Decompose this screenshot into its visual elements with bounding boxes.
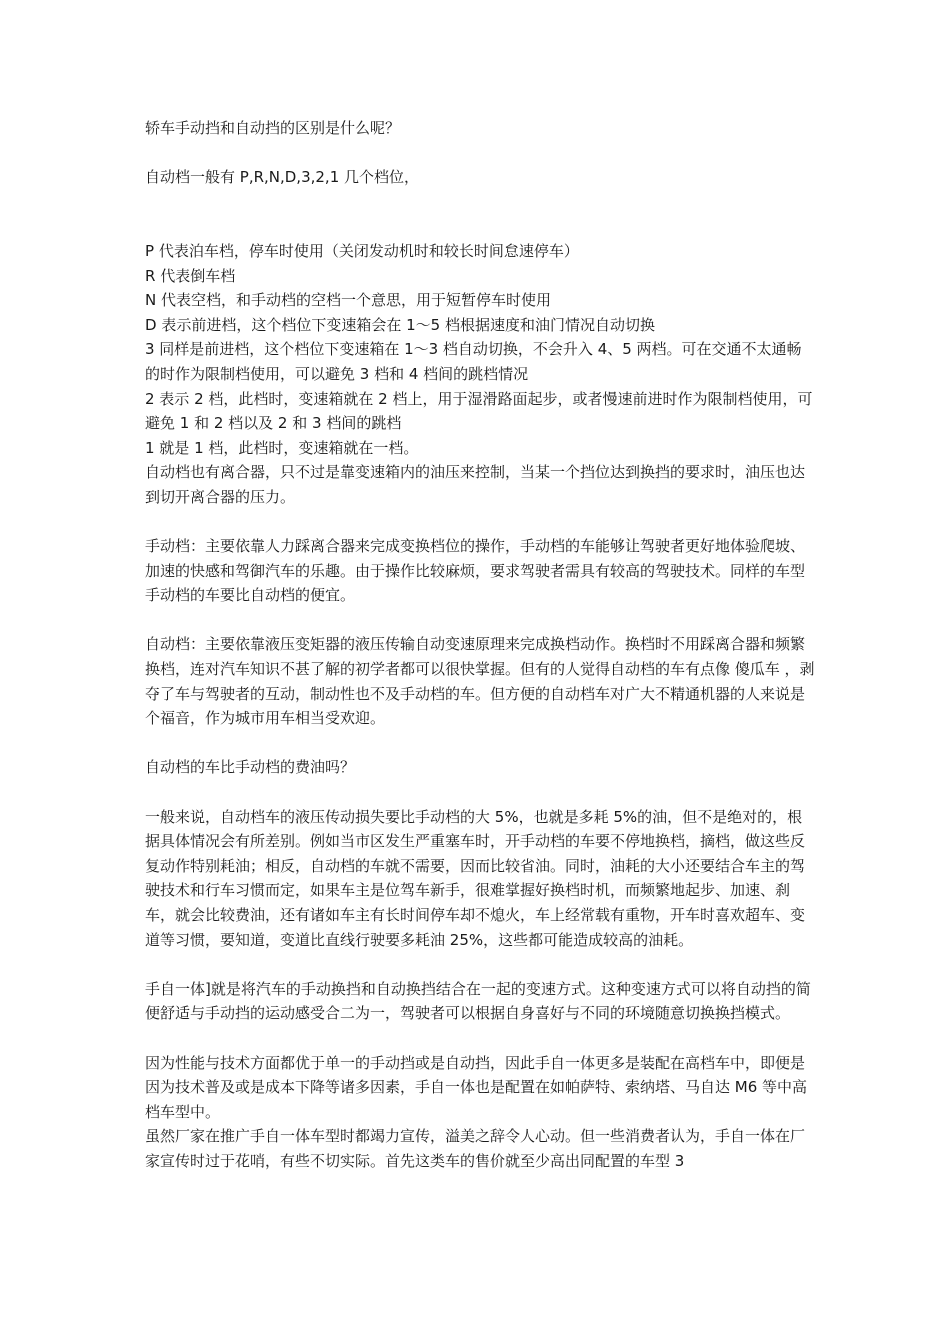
blank-line [145,214,815,239]
gear-1-description: 1 就是 1 档，此档时，变速箱就在一档。 [145,438,419,457]
tiptronic-market-paragraph: 因为性能与技术方面都优于单一的手动挡或是自动挡，因此手自一体更多是装配在高档车中，即便是因为技术普及或是成本下降等诸多因素，手自一体也是配置在如帕萨特、索纳塔、马自达 M6 等中高档车型中。 [145,1053,808,1121]
tiptronic-intro-paragraph: 手自一体]就是将汽车的手动换挡和自动换挡结合在一起的变速方式。这种变速方式可以将自动挡的简便舒适与手动挡的运动感受合二为一，驾驶者可以根据自身喜好与不同的环境随意切换换挡模式。 [145,979,811,1023]
blank-line [145,952,815,977]
manual-transmission-paragraph: 手动档：主要依靠人力踩离合器来完成变换档位的操作，手动档的车能够让驾驶者更好地体验爬坡、加速的快感和驾御汽车的乐趣。由于操作比较麻烦，要求驾驶者需具有较高的驾驶技术。同样的车型手动档的车要比自动档的便宜。 [145,537,806,605]
blank-line [145,731,815,756]
gear-3-description: 3 同样是前进档，这个档位下变速箱在 1～3 档自动切换，不会升入 4、5 两档。可在交通不太通畅的时作为限制档使用，可以避免 3 档和 4 档间的跳档情况 [145,340,802,383]
blank-line [145,608,815,633]
clutch-note: 自动档也有离合器，只不过是靠变速箱内的油压来控制，当某一个挡位达到换挡的要求时，油压也达到切开离合器的压力。 [145,463,806,506]
gear-r-description: R 代表倒车档 [145,266,236,285]
gear-intro: 自动档一般有 P,R,N,D,3,2,1 几个档位， [145,168,420,187]
blank-line [145,510,815,535]
tiptronic-critique-paragraph: 虽然厂家在推广手自一体车型时都竭力宣传，溢美之辞令人心动。但一些消费者认为，手自一体在厂家宣传时过于花哨，有些不切实际。首先这类车的售价就至少高出同配置的车型 3 [145,1127,806,1170]
blank-line [145,1026,815,1051]
gear-n-description: N 代表空档，和手动档的空档一个意思，用于短暂停车时使用 [145,291,551,310]
document-title: 轿车手动挡和自动挡的区别是什么呢？ [145,119,401,137]
document-body [145,116,815,1174]
automatic-transmission-paragraph: 自动档：主要依靠液压变矩器的液压传输自动变速原理来完成换档动作。换档时不用踩离合器和频繁换档，连对汽车知识不甚了解的初学者都可以很快掌握。但有的人觉得自动档的车有点像 傻瓜车 ，剥夺了车与驾驶者的互动，制动性也不及手动档的车。但方便的自动档车对广大不精通机器的人来说是个福音，作为城市用车相当受欢迎。 [145,635,815,728]
fuel-question: 自动档的车比手动档的费油吗？ [145,758,356,777]
gear-p-description: P 代表泊车档，停车时使用（关闭发动机时和较长时间怠速停车） [145,241,579,260]
blank-line [145,190,815,215]
fuel-answer-paragraph: 一般来说，自动档车的液压传动损失要比手动档的大 5%，也就是多耗 5%的油，但不是绝对的，根据具体情况会有所差别。例如当市区发生严重塞车时，开手动档的车要不停地换档，摘档，做这些反复动作特别耗油；相反，自动档的车就不需要，因而比较省油。同时，油耗的大小还要结合车主的驾驶技术和行车习惯而定，如果车主是位驾车新手，很难掌握好换档时机，而频繁地起步、加速、刹车，就会比较费油，还有诸如车主有长时间停车却不熄火，车上经常载有重物，开车时喜欢超车、变道等习惯，要知道，变道比直线行驶要多耗油 25%，这些都可能造成较高的油耗。 [145,807,806,949]
gear-2-description: 2 表示 2 档，此档时，变速箱就在 2 档上，用于湿滑路面起步，或者慢速前进时作为限制档使用，可避免 1 和 2 档以及 2 和 3 档间的跳档 [145,389,813,433]
blank-line [145,780,815,805]
gear-d-description: D 表示前进档，这个档位下变速箱会在 1～5 档根据速度和油门情况自动切换 [145,315,655,334]
blank-line [145,141,815,166]
